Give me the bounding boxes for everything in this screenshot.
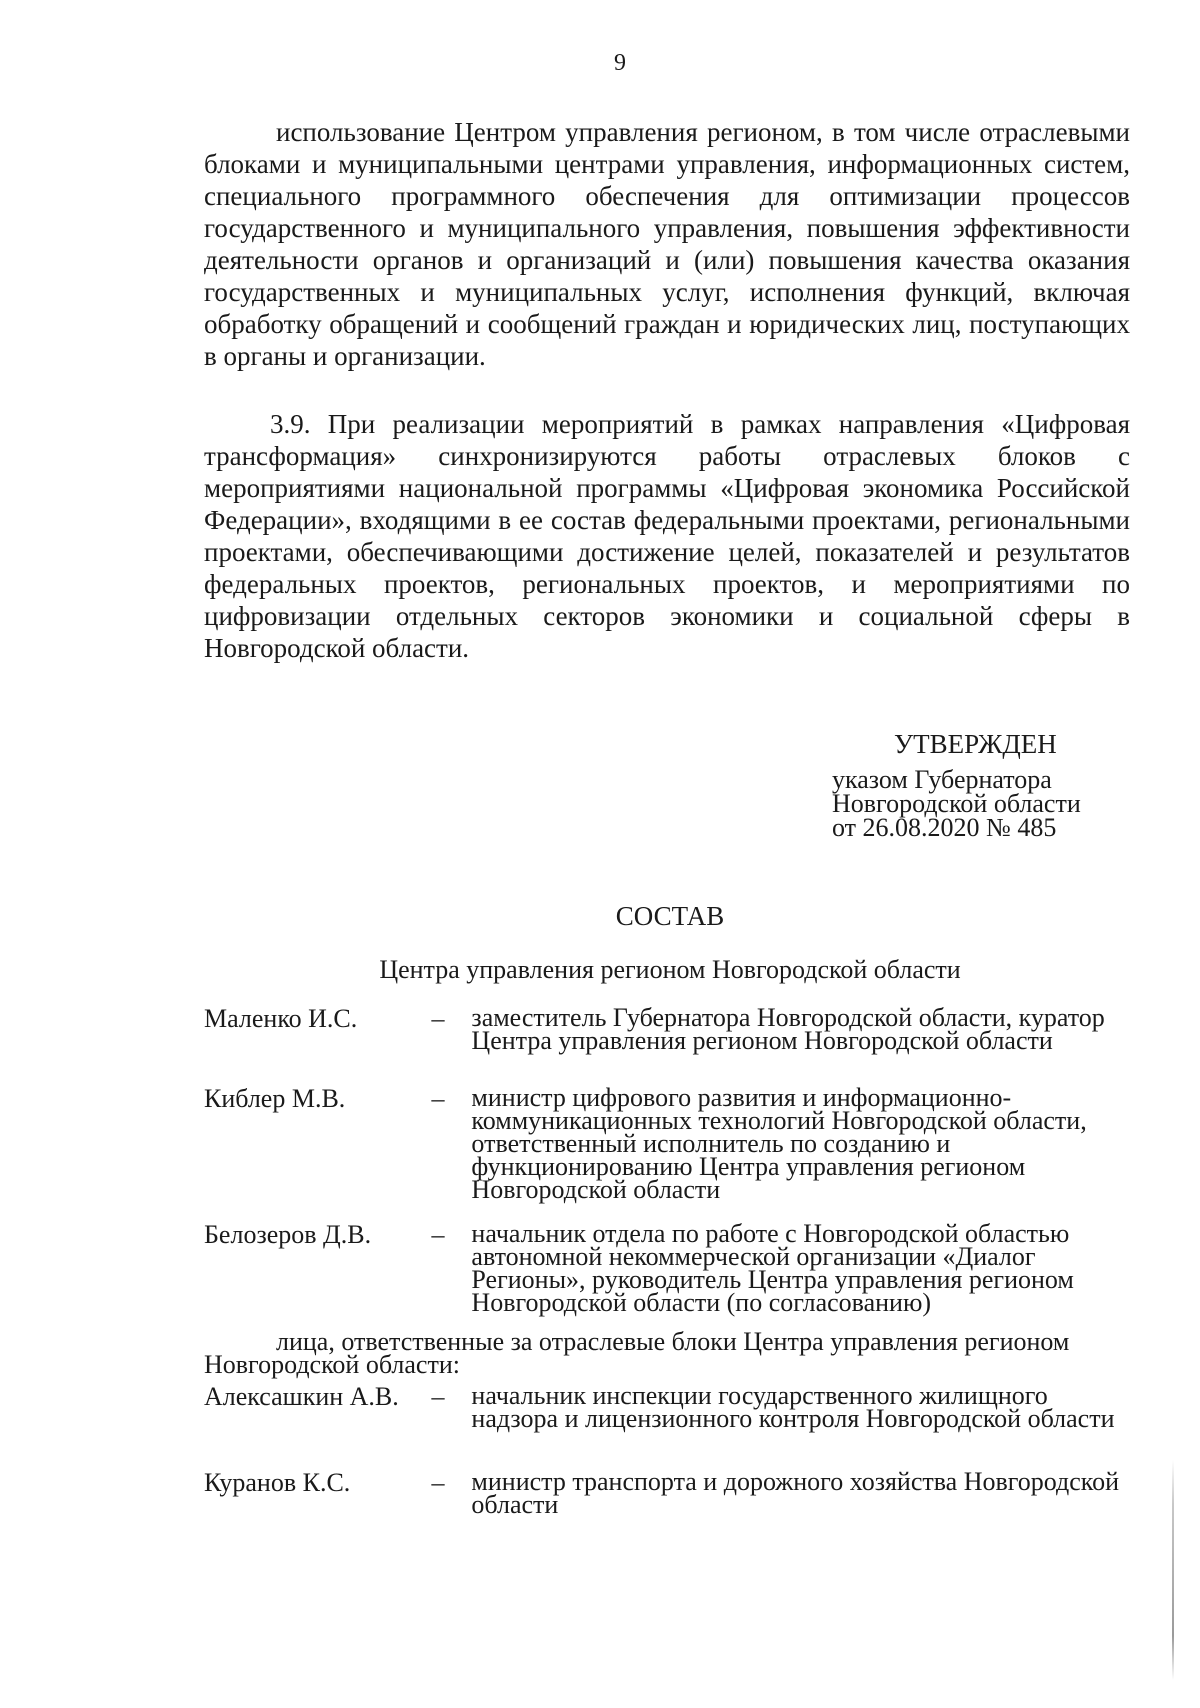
composition-subtitle: Центра управления регионом Новгородской области xyxy=(379,955,961,984)
sector-blocks-intro: лица, ответственные за отраслевые блоки Центра управления регионом Новгородской области: xyxy=(204,1327,1070,1379)
member-name: Маленко И.С. xyxy=(204,1004,358,1033)
member-row xyxy=(204,1003,1130,1055)
approval-line: от 26.08.2020 № 485 xyxy=(832,813,1057,842)
member-dash: – xyxy=(431,1468,445,1497)
member-role: заместитель Губернатора Новгородской области, куратор Центра управления регионом Новгородской области xyxy=(471,1003,1105,1055)
paragraph-3-9: 3.9. При реализации мероприятий в рамках направления «Цифровая трансформация» синхронизируются работы отраслевых блоков с мероприятиями национальной программы «Цифровая экономика Российской Федерации», входящими в ее состав федеральными проектами, региональными проектами, обеспечивающими достижение целей, показателей и результатов федеральных проектов, региональных проектов, и мероприятиями по цифровизации отдельных секторов экономики и социальной сферы в Новгородской области. xyxy=(204,409,1130,663)
approval-stamp-block xyxy=(832,728,1132,840)
approval-line: указом Губернатора xyxy=(832,765,1052,794)
member-row xyxy=(204,1083,1130,1204)
member-dash: – xyxy=(431,1084,445,1113)
member-dash: – xyxy=(431,1382,445,1411)
composition-title-block xyxy=(0,900,1200,986)
page-number: 9 xyxy=(614,50,626,76)
approval-heading: УТВЕРЖДЕН xyxy=(894,729,1057,759)
paragraph-continuation: использование Центром управления регионом, в том числе отраслевыми блоками и муниципальными центрами управления, информационных систем, специального программного обеспечения для оптимизации процессов государственного и муниципального управления, повышения эффективности деятельности органов и организаций и (или) повышения качества оказания государственных и муниципальных услуг, исполнения функций, включая обработку обращений и сообщений граждан и юридических лиц, поступающих в органы и организации. xyxy=(204,117,1130,371)
member-name: Алексашкин А.В. xyxy=(204,1382,399,1411)
member-row xyxy=(204,1381,1130,1433)
member-row xyxy=(204,1219,1130,1317)
scan-edge-line xyxy=(1172,1460,1174,1680)
member-name: Белозеров Д.В. xyxy=(204,1220,372,1249)
member-dash: – xyxy=(431,1220,445,1249)
member-name: Киблер М.В. xyxy=(204,1084,346,1113)
member-dash: – xyxy=(431,1004,445,1033)
member-name: Куранов К.С. xyxy=(204,1468,351,1497)
member-role: министр транспорта и дорожного хозяйства Новгородской области xyxy=(471,1467,1120,1519)
member-role: начальник инспекции государственного жилищного надзора и лицензионного контроля Новгородской области xyxy=(471,1381,1115,1433)
member-role: начальник отдела по работе с Новгородской областью автономной некоммерческой организации «Диалог Регионы», руководитель Центра управления регионом Новгородской области (по согласованию) xyxy=(471,1219,1074,1317)
composition-title: СОСТАВ xyxy=(615,901,725,931)
member-role: министр цифрового развития и информационно-коммуникационных технологий Новгородской области, ответственный исполнитель по созданию и функционированию Центра управления регионом Новгородской области xyxy=(471,1083,1087,1204)
member-row xyxy=(204,1467,1130,1519)
approval-line: Новгородской области xyxy=(832,789,1081,818)
